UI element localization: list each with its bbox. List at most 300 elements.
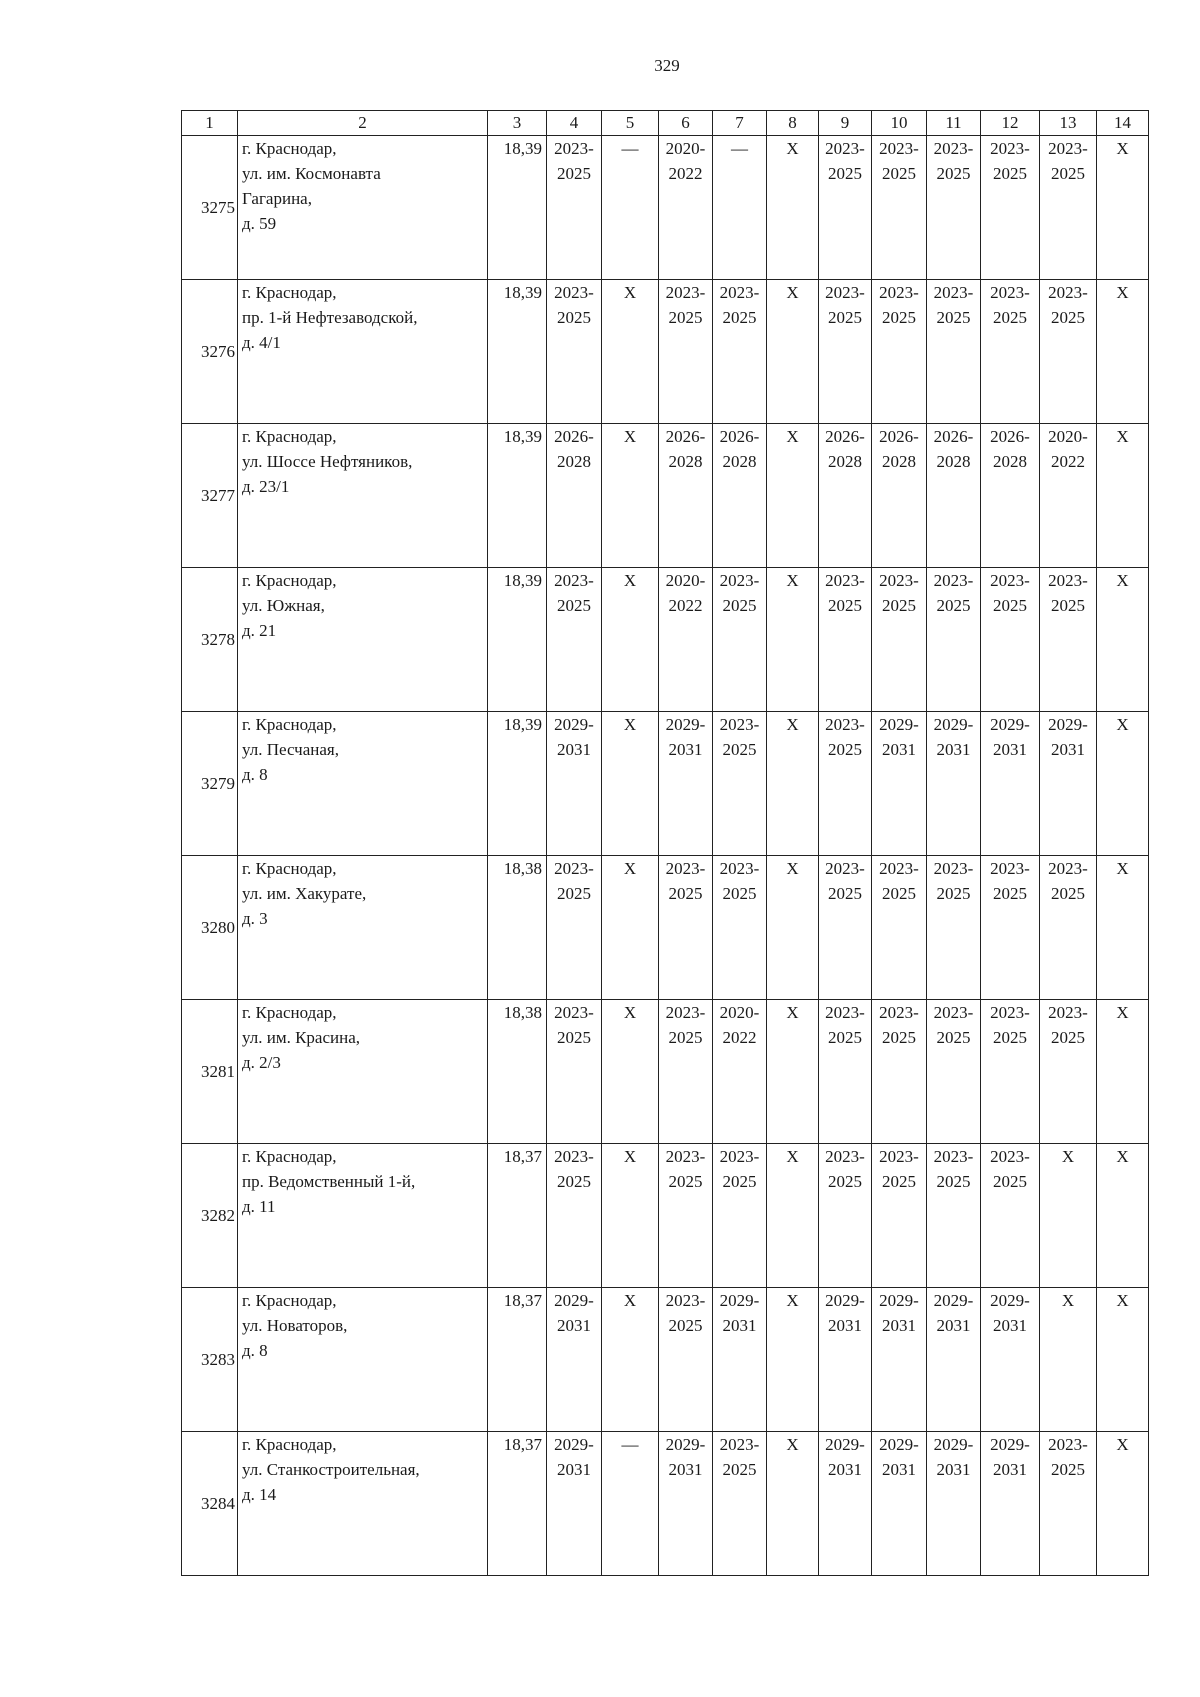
period-cell-col-10 [872,280,927,424]
address-cell-line: ул. Станкостроительная, [242,1460,420,1479]
area-cell: 18,39 [488,136,547,280]
period-cell-col-7-line: 2025 [722,308,757,327]
period-cell-col-12 [981,1144,1040,1288]
address-cell [238,1000,488,1144]
address-cell-line: г. Краснодар, [242,1435,337,1454]
period-cell-col-9-line: 2023- [825,859,865,878]
period-cell-col-11-line: 2026- [933,427,974,446]
period-cell-col-5-line: X [623,1291,637,1310]
period-cell-col-4 [547,568,602,712]
period-cell-col-7-line: 2023- [719,283,760,302]
period-cell-col-4-line: 2023- [554,1003,594,1022]
address-cell-line: пр. 1-й Нефтезаводской, [242,308,418,327]
area-cell: 18,39 [488,568,547,712]
period-cell-col-12-line: 2025 [993,1028,1027,1047]
period-cell-col-10-line: 2023- [879,283,919,302]
period-cell-col-11-line: 2025 [936,164,971,183]
period-cell-col-11-line: 2023- [933,859,974,878]
column-header: 10 [872,111,927,136]
area-cell: 18,38 [488,856,547,1000]
period-cell-col-4-line: 2023- [554,571,594,590]
period-cell-col-10-line: 2023- [879,859,919,878]
period-cell-col-6-line: 2020- [665,139,706,158]
period-cell-col-13 [1040,136,1097,280]
period-cell-col-8-line: X [786,859,799,878]
period-cell-col-13-line: X [1061,1147,1075,1166]
period-cell-col-6-line: 2026- [665,427,706,446]
period-cell-col-5-line: X [623,283,637,302]
address-cell [238,1144,488,1288]
area-cell: 18,37 [488,1288,547,1432]
address-cell [238,424,488,568]
period-cell-col-4-line: 2025 [557,1028,591,1047]
period-cell-col-4-line: 2025 [557,164,591,183]
period-cell-col-5-line: — [621,139,639,158]
period-cell-col-11 [927,1000,981,1144]
period-cell-col-11 [927,1288,981,1432]
period-cell-col-4-line: 2023- [554,859,594,878]
row-number: 3276 [182,280,238,424]
period-cell-col-9-line: 2025 [828,596,862,615]
table-row [182,568,1149,712]
period-cell-col-4 [547,1288,602,1432]
period-cell-col-4 [547,1000,602,1144]
period-cell-col-13-line: 2029- [1048,715,1088,734]
period-cell-col-11-line: 2031 [936,740,971,759]
period-cell-col-12 [981,1000,1040,1144]
period-cell-col-7-line: 2029- [719,1291,760,1310]
period-cell-col-11 [927,1144,981,1288]
period-cell-col-5 [602,136,659,280]
period-cell-col-9 [819,1144,872,1288]
period-cell-col-4 [547,1144,602,1288]
period-cell-col-10-line: 2025 [882,1172,916,1191]
period-cell-col-6 [659,568,713,712]
address-cell-line: ул. им. Красина, [242,1028,361,1047]
period-cell-col-4-line: 2029- [554,1435,594,1454]
area-cell: 18,39 [488,424,547,568]
address-cell-line: г. Краснодар, [242,1147,337,1166]
address-cell-line: ул. им. Космонавта [242,164,381,183]
period-cell-col-13-line: 2023- [1048,283,1088,302]
address-cell [238,568,488,712]
period-cell-col-12-line: 2029- [990,715,1030,734]
period-cell-col-13-line: 2025 [1051,596,1085,615]
address-cell-line: д. 11 [242,1197,276,1216]
period-cell-col-9 [819,712,872,856]
period-cell-col-6-line: 2029- [665,715,706,734]
period-cell-col-11-line: 2025 [936,1172,971,1191]
period-cell-col-10-line: 2023- [879,1003,919,1022]
period-cell-col-8 [767,1000,819,1144]
period-cell-col-5-line: X [623,715,637,734]
period-cell-col-5 [602,280,659,424]
period-cell-col-4-line: 2029- [554,1291,594,1310]
row-number: 3283 [182,1288,238,1432]
period-cell-col-14 [1097,1000,1149,1144]
period-cell-col-11-line: 2023- [933,1003,974,1022]
period-cell-col-4-line: 2025 [557,596,591,615]
period-cell-col-14-line: X [1116,283,1129,302]
period-cell-col-7-line: 2022 [722,1028,757,1047]
period-cell-col-12-line: 2025 [993,884,1027,903]
period-cell-col-8 [767,136,819,280]
table-row [182,1144,1149,1288]
period-cell-col-10 [872,1288,927,1432]
period-cell-col-10-line: 2031 [882,740,916,759]
period-cell-col-13-line: 2022 [1051,452,1085,471]
period-cell-col-10-line: 2025 [882,884,916,903]
period-cell-col-12-line: 2023- [990,1147,1030,1166]
period-cell-col-12-line: 2023- [990,283,1030,302]
period-cell-col-14-line: X [1116,1147,1129,1166]
period-cell-col-12 [981,568,1040,712]
column-number-header [182,111,1149,136]
row-number: 3278 [182,568,238,712]
period-cell-col-9-line: 2025 [828,308,862,327]
period-cell-col-9 [819,424,872,568]
period-cell-col-6-line: 2029- [665,1435,706,1454]
address-cell [238,136,488,280]
column-header: 11 [927,111,981,136]
period-cell-col-11-line: 2029- [933,1435,974,1454]
period-cell-col-5 [602,568,659,712]
period-cell-col-11-line: 2023- [933,283,974,302]
address-cell-line: г. Краснодар, [242,1003,337,1022]
period-cell-col-9-line: 2023- [825,571,865,590]
row-number: 3277 [182,424,238,568]
table-row [182,136,1149,280]
period-cell-col-5-line: X [623,427,637,446]
period-cell-col-6-line: 2022 [668,164,703,183]
row-number: 3275 [182,136,238,280]
table-row [182,280,1149,424]
period-cell-col-5 [602,712,659,856]
address-cell-line: пр. Ведомственный 1-й, [242,1172,416,1191]
period-cell-col-7-line: 2025 [722,884,757,903]
period-cell-col-12-line: 2031 [993,1316,1027,1335]
period-cell-col-7 [713,280,767,424]
period-cell-col-7-line: 2025 [722,1172,757,1191]
period-cell-col-7-line: 2026- [719,427,760,446]
period-cell-col-13 [1040,280,1097,424]
period-cell-col-14 [1097,856,1149,1000]
period-cell-col-8-line: X [786,283,799,302]
period-cell-col-13-line: 2023- [1048,139,1088,158]
period-cell-col-13 [1040,568,1097,712]
period-cell-col-10-line: 2023- [879,139,919,158]
period-cell-col-12-line: 2023- [990,1003,1030,1022]
address-cell [238,712,488,856]
period-cell-col-8-line: X [786,139,799,158]
address-cell-line: д. 23/1 [242,477,290,496]
period-cell-col-14-line: X [1116,715,1129,734]
period-cell-col-7 [713,1144,767,1288]
period-cell-col-13 [1040,1288,1097,1432]
column-header: 8 [767,111,819,136]
period-cell-col-6 [659,1000,713,1144]
address-cell-line: д. 59 [242,214,277,233]
period-cell-col-7-line: 2025 [722,740,757,759]
period-cell-col-7-line: 2025 [722,596,757,615]
period-cell-col-9 [819,1000,872,1144]
period-cell-col-5-line: X [623,1147,637,1166]
period-cell-col-10-line: 2025 [882,596,916,615]
period-cell-col-4-line: 2031 [557,1316,591,1335]
row-number: 3280 [182,856,238,1000]
period-cell-col-12-line: 2025 [993,596,1027,615]
period-cell-col-7 [713,136,767,280]
period-cell-col-6-line: 2028 [668,452,703,471]
period-cell-col-10-line: 2026- [879,427,919,446]
period-cell-col-10-line: 2025 [882,1028,916,1047]
address-cell [238,1432,488,1576]
period-cell-col-11-line: 2031 [936,1460,971,1479]
table-row [182,1000,1149,1144]
period-cell-col-7-line: — [731,139,748,158]
period-cell-col-9-line: 2031 [828,1460,862,1479]
period-cell-col-5-line: — [621,1435,639,1454]
period-cell-col-9-line: 2026- [825,427,865,446]
period-cell-col-9-line: 2023- [825,1147,865,1166]
period-cell-col-12-line: 2025 [993,308,1027,327]
period-cell-col-10 [872,136,927,280]
period-cell-col-8 [767,424,819,568]
period-cell-col-11-line: 2031 [936,1316,971,1335]
address-cell-line: ул. им. Хакурате, [242,884,367,903]
period-cell-col-8-line: X [786,1003,799,1022]
period-cell-col-13-line: 2025 [1051,164,1085,183]
address-cell-line: ул. Южная, [242,596,325,615]
address-cell-line: д. 8 [242,765,268,784]
period-cell-col-8-line: X [786,1147,799,1166]
period-cell-col-13-line: 2025 [1051,884,1085,903]
period-cell-col-11 [927,712,981,856]
period-cell-col-5 [602,856,659,1000]
period-cell-col-12-line: 2023- [990,859,1030,878]
period-cell-col-11-line: 2029- [933,715,974,734]
period-cell-col-4-line: 2028 [557,452,591,471]
period-cell-col-10-line: 2031 [882,1316,916,1335]
address-cell-line: ул. Шоссе Нефтяников, [242,452,413,471]
column-header: 1 [182,111,238,136]
period-cell-col-7-line: 2023- [719,715,760,734]
period-cell-col-7 [713,712,767,856]
period-cell-col-8-line: X [786,571,799,590]
period-cell-col-12 [981,712,1040,856]
period-cell-col-5 [602,1288,659,1432]
period-cell-col-12-line: 2025 [993,164,1027,183]
period-cell-col-14-line: X [1116,139,1129,158]
period-cell-col-10-line: 2023- [879,571,919,590]
period-cell-col-11-line: 2025 [936,884,971,903]
period-cell-col-6 [659,136,713,280]
column-header: 5 [602,111,659,136]
period-cell-col-14-line: X [1116,1003,1129,1022]
period-cell-col-6-line: 2025 [668,1028,703,1047]
period-cell-col-11-line: 2025 [936,1028,971,1047]
address-cell-line: Гагарина, [242,189,312,208]
address-cell-line: г. Краснодар, [242,283,337,302]
period-cell-col-7-line: 2023- [719,1435,760,1454]
address-cell-line: д. 8 [242,1341,268,1360]
period-cell-col-10 [872,856,927,1000]
period-cell-col-8 [767,712,819,856]
column-header: 4 [547,111,602,136]
address-cell [238,280,488,424]
period-cell-col-8 [767,280,819,424]
period-cell-col-6 [659,712,713,856]
period-cell-col-5-line: X [623,859,637,878]
period-cell-col-7-line: 2020- [719,1003,760,1022]
period-cell-col-11 [927,568,981,712]
period-cell-col-10-line: 2025 [882,164,916,183]
period-cell-col-7-line: 2023- [719,1147,760,1166]
period-cell-col-14 [1097,1288,1149,1432]
period-cell-col-13 [1040,712,1097,856]
period-cell-col-4 [547,1432,602,1576]
period-cell-col-10-line: 2025 [882,308,916,327]
address-cell-line: д. 3 [242,909,268,928]
period-cell-col-14 [1097,1432,1149,1576]
period-cell-col-12 [981,1432,1040,1576]
period-cell-col-13 [1040,1432,1097,1576]
period-cell-col-9-line: 2023- [825,715,865,734]
period-cell-col-12-line: 2029- [990,1435,1030,1454]
period-cell-col-11-line: 2025 [936,596,971,615]
period-cell-col-4-line: 2023- [554,139,594,158]
period-cell-col-11 [927,280,981,424]
period-cell-col-4 [547,136,602,280]
period-cell-col-10 [872,1144,927,1288]
period-cell-col-14 [1097,1144,1149,1288]
period-cell-col-9-line: 2023- [825,1003,865,1022]
period-cell-col-6 [659,1432,713,1576]
period-cell-col-12 [981,136,1040,280]
period-cell-col-13 [1040,1144,1097,1288]
period-cell-col-13-line: 2031 [1051,740,1085,759]
period-cell-col-6-line: 2031 [668,740,703,759]
period-cell-col-9-line: 2029- [825,1291,865,1310]
period-cell-col-12-line: 2023- [990,139,1030,158]
area-cell: 18,38 [488,1000,547,1144]
period-cell-col-6-line: 2023- [665,1003,706,1022]
period-cell-col-5 [602,1144,659,1288]
period-cell-col-9 [819,136,872,280]
period-cell-col-6 [659,856,713,1000]
address-cell-line: г. Краснодар, [242,715,337,734]
address-cell-line: д. 21 [242,621,277,640]
period-cell-col-4-line: 2031 [557,1460,591,1479]
period-cell-col-8-line: X [786,715,799,734]
address-cell-line: д. 14 [242,1485,277,1504]
period-cell-col-12 [981,424,1040,568]
column-header: 3 [488,111,547,136]
period-cell-col-4-line: 2025 [557,1172,591,1191]
period-cell-col-13-line: 2023- [1048,859,1088,878]
column-header: 6 [659,111,713,136]
period-cell-col-9-line: 2028 [828,452,862,471]
period-cell-col-8 [767,1288,819,1432]
period-cell-col-6-line: 2025 [668,1172,703,1191]
period-cell-col-7 [713,856,767,1000]
period-cell-col-9 [819,856,872,1000]
period-cell-col-10-line: 2023- [879,1147,919,1166]
housing-register-table [181,110,1149,1576]
period-cell-col-11-line: 2025 [936,308,971,327]
period-cell-col-9 [819,280,872,424]
period-cell-col-13 [1040,1000,1097,1144]
period-cell-col-9-line: 2031 [828,1316,862,1335]
period-cell-col-5 [602,424,659,568]
column-header: 14 [1097,111,1149,136]
period-cell-col-6-line: 2025 [668,1316,703,1335]
period-cell-col-13-line: 2025 [1051,308,1085,327]
row-number: 3279 [182,712,238,856]
period-cell-col-7 [713,568,767,712]
period-cell-col-13-line: 2025 [1051,1460,1085,1479]
period-cell-col-8 [767,856,819,1000]
period-cell-col-10 [872,1432,927,1576]
period-cell-col-9-line: 2023- [825,139,865,158]
period-cell-col-10-line: 2029- [879,1291,919,1310]
period-cell-col-14 [1097,424,1149,568]
address-cell-line: г. Краснодар, [242,139,337,158]
period-cell-col-8-line: X [786,427,799,446]
period-cell-col-8 [767,1144,819,1288]
address-cell-line: г. Краснодар, [242,571,337,590]
period-cell-col-14-line: X [1116,427,1129,446]
period-cell-col-9-line: 2025 [828,164,862,183]
period-cell-col-11-line: 2023- [933,1147,974,1166]
period-cell-col-13-line: 2025 [1051,1028,1085,1047]
period-cell-col-13-line: 2023- [1048,1435,1088,1454]
period-cell-col-7-line: 2031 [722,1316,757,1335]
period-cell-col-7 [713,1432,767,1576]
table-row [182,856,1149,1000]
period-cell-col-14-line: X [1116,1435,1129,1454]
period-cell-col-9 [819,1432,872,1576]
period-cell-col-9-line: 2025 [828,1028,862,1047]
table-row [182,1432,1149,1576]
period-cell-col-12 [981,280,1040,424]
period-cell-col-14-line: X [1116,859,1129,878]
period-cell-col-11 [927,136,981,280]
period-cell-col-9 [819,1288,872,1432]
period-cell-col-9-line: 2025 [828,740,862,759]
period-cell-col-14 [1097,136,1149,280]
period-cell-col-10 [872,712,927,856]
row-number: 3282 [182,1144,238,1288]
period-cell-col-4-line: 2031 [557,740,591,759]
address-cell [238,856,488,1000]
period-cell-col-6 [659,1288,713,1432]
period-cell-col-9-line: 2023- [825,283,865,302]
period-cell-col-10-line: 2028 [882,452,916,471]
period-cell-col-4-line: 2025 [557,884,591,903]
period-cell-col-8 [767,1432,819,1576]
address-cell-line: г. Краснодар, [242,859,337,878]
period-cell-col-8-line: X [786,1435,799,1454]
period-cell-col-4 [547,712,602,856]
period-cell-col-6 [659,1144,713,1288]
period-cell-col-13-line: 2023- [1048,1003,1088,1022]
address-cell-line: г. Краснодар, [242,427,337,446]
period-cell-col-6-line: 2022 [668,596,703,615]
period-cell-col-6-line: 2023- [665,1147,706,1166]
period-cell-col-11-line: 2029- [933,1291,974,1310]
period-cell-col-9 [819,568,872,712]
